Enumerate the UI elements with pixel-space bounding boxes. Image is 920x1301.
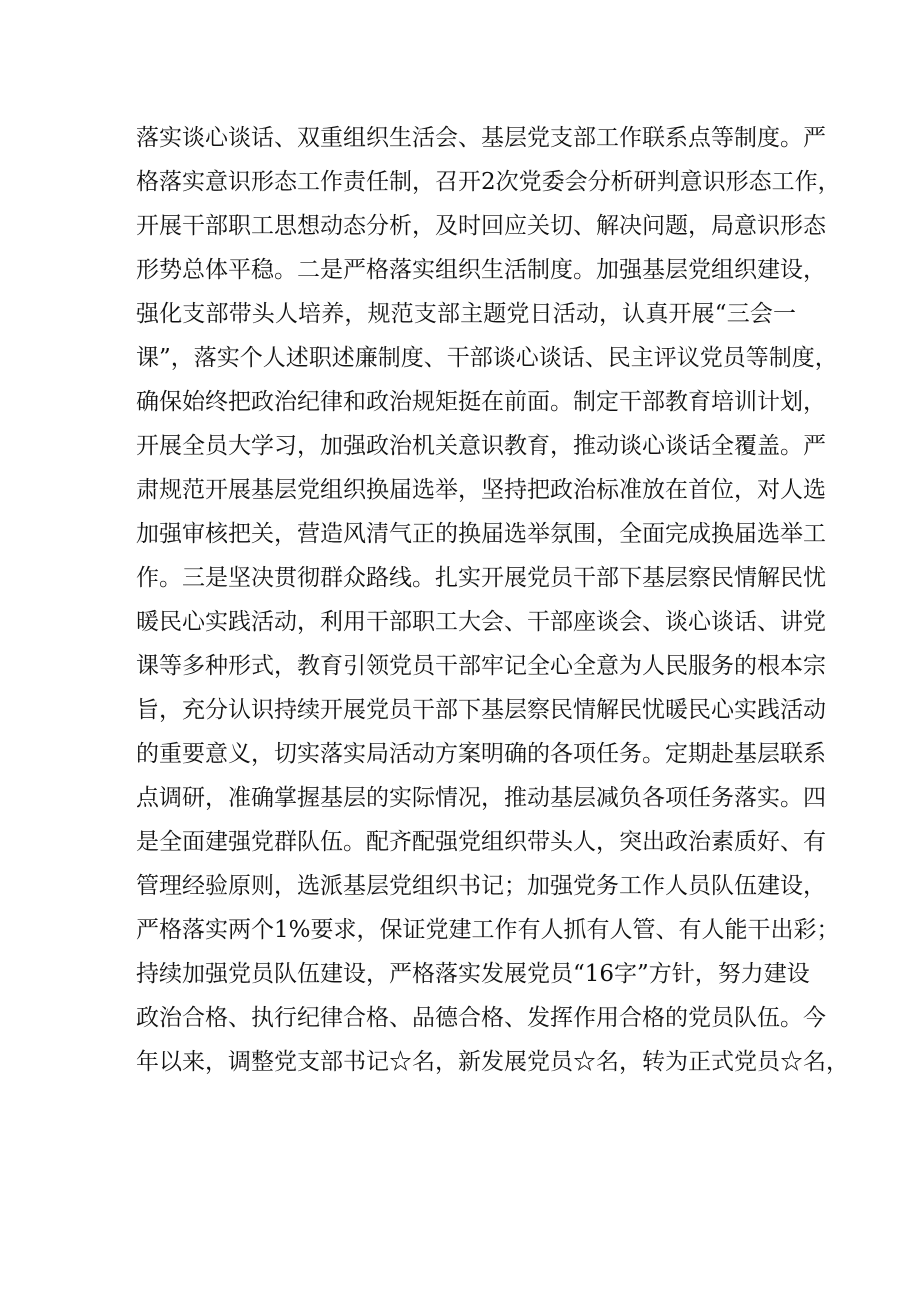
text-line: 持续加强党员队伍建设，严格落实发展党员“16字”方针，努力建设 <box>136 961 810 987</box>
text-line: 形势总体平稳。二是严格落实组织生活制度。加强基层党组织建设， <box>136 257 826 283</box>
text-line: 暖民心实践活动，利用干部职工大会、干部座谈会、谈心谈话、讲党 <box>136 609 826 635</box>
text-line: 强化支部带头人培养，规范支部主题党日活动，认真开展“三会一 <box>136 301 796 327</box>
text-line: 落实谈心谈话、双重组织生活会、基层党支部工作联系点等制度。严 <box>136 125 826 151</box>
text-line: 的重要意义，切实落实局活动方案明确的各项任务。定期赴基层联系 <box>136 741 826 767</box>
text-line: 肃规范开展基层党组织换届选举，坚持把政治标准放在首位，对人选 <box>136 477 826 503</box>
text-line: 课”，落实个人述职述廉制度、干部谈心谈话、民主评议党员等制度， <box>136 345 838 371</box>
text-line: 严格落实两个1%要求，保证党建工作有人抓有人管、有人能干出彩； <box>136 917 840 943</box>
text-line: 课等多种形式，教育引领党员干部牢记全心全意为人民服务的根本宗 <box>136 653 826 679</box>
text-line: 开展全员大学习，加强政治机关意识教育，推动谈心谈话全覆盖。严 <box>136 433 826 459</box>
text-line: 旨，充分认识持续开展党员干部下基层察民情解民忧暖民心实践活动 <box>136 697 826 723</box>
body-text <box>136 116 849 1084</box>
text-line: 确保始终把政治纪律和政治规矩挺在前面。制定干部教育培训计划， <box>136 389 826 415</box>
text-line: 年以来，调整党支部书记☆名，新发展党员☆名，转为正式党员☆名， <box>136 1049 849 1075</box>
text-line: 格落实意识形态工作责任制，召开2次党委会分析研判意识形态工作， <box>136 169 841 195</box>
text-line: 管理经验原则，选派基层党组织书记；加强党务工作人员队伍建设， <box>136 873 826 899</box>
text-line: 开展干部职工思想动态分析，及时回应关切、解决问题，局意识形态 <box>136 213 826 239</box>
text-line: 政治合格、执行纪律合格、品德合格、发挥作用合格的党员队伍。今 <box>136 1005 826 1031</box>
text-line: 是全面建强党群队伍。配齐配强党组织带头人，突出政治素质好、有 <box>136 829 826 855</box>
text-line: 作。三是坚决贯彻群众路线。扎实开展党员干部下基层察民情解民忧 <box>136 565 826 591</box>
text-line: 点调研，准确掌握基层的实际情况，推动基层减负各项任务落实。四 <box>136 785 826 811</box>
text-line: 加强审核把关，营造风清气正的换届选举氛围，全面完成换届选举工 <box>136 521 826 547</box>
